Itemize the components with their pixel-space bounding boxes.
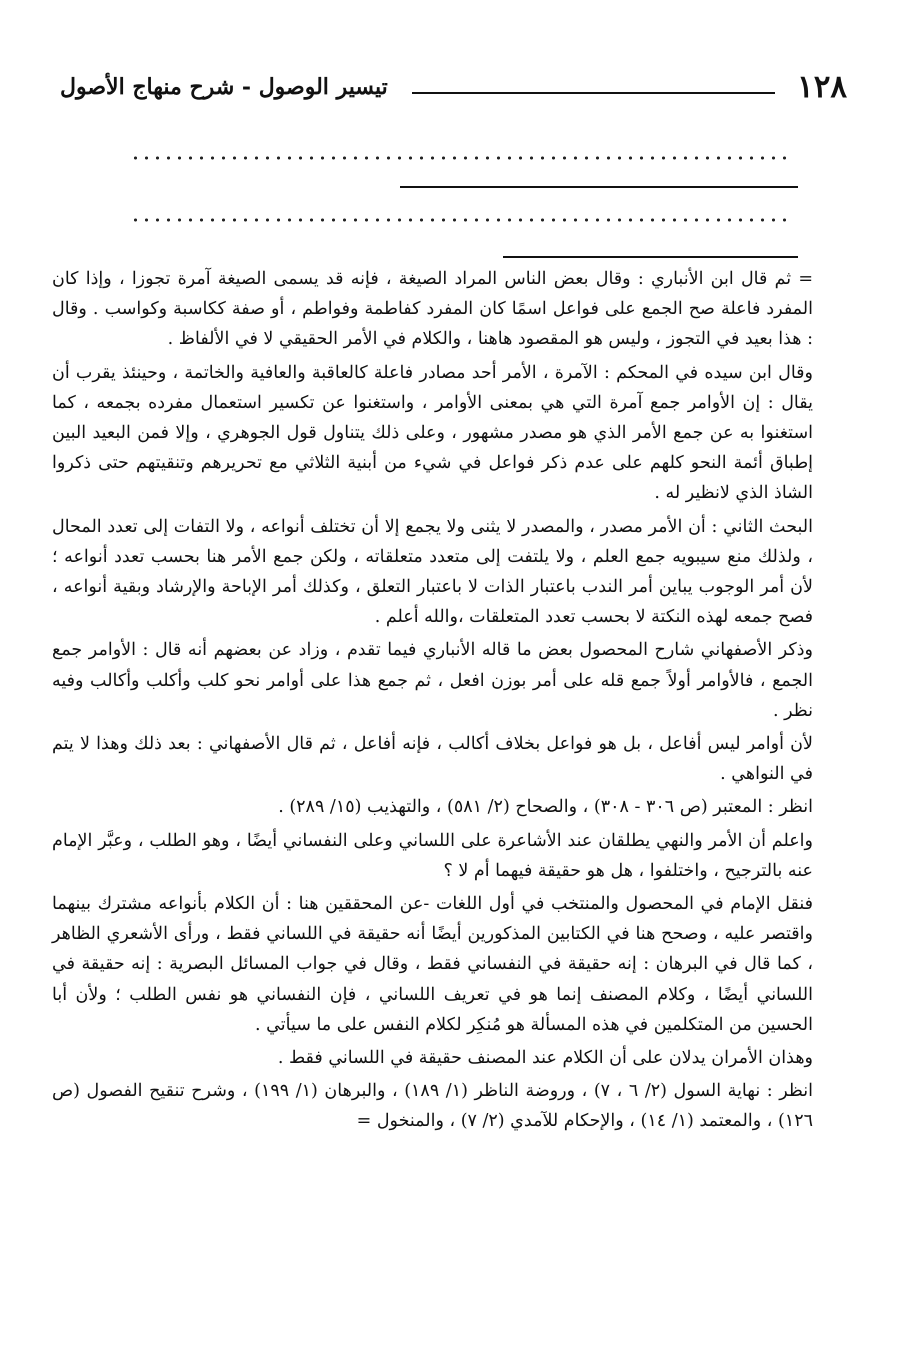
footnote-paragraph: فنقل الإمام في المحصول والمنتخب في أول اللغات -عن المحققين هنا : أن الكلام بأنواعه مشترك بينهما واقتصر عليه ، وصحح هنا في الكتابين المذكورين أيضًا أنه حقيقة في اللساني فقط ، ورأى الأشعري الظاهر ، كما قال في البرهان : إنه حقيقة في النفساني فقط ، وقال في جواب المسائل البصرية : إنه حقيقة في اللساني أيضًا ، وكلام المصنف إنما هو في تعريف اللساني ، فإن النفساني هو نفس الطلب ؛ ولأن أبا الحسين من المتكلمين في هذه المسألة هو مُنكِر لكلام النفس على ما سيأتي . [52,894,813,1035]
footnote-paragraph: = ثم قال ابن الأنباري : وقال بعض الناس المراد الصيغة ، فإنه قد يسمى الصيغة آمرة تجوزا ، وإذا كان المفرد فاعلة صح الجمع على فواعل اسمًا كان المفرد كفاطمة وفواطم ، أو صفة ككاسبة وكواسب . وقال : هذا بعيد في التجوز ، وليس هو المقصود هاهنا ، والكلام في الأمر الحقيقي لا في الألفاظ . [52,269,813,350]
footnote-reference: انظر : المعتبر (ص ٣٠٦ - ٣٠٨) ، والصحاح (٢/ ٥٨١) ، والتهذيب (١٥/ ٢٨٩) . [278,797,813,818]
page-number: ١٢٨ [797,69,847,105]
footnote-paragraph: واعلم أن الأمر والنهي يطلقان عند الأشاعرة على اللساني وعلى النفساني أيضًا ، وهو الطلب ، وعبَّر الإمام عنه بالترجيح ، واختلفوا ، هل هو حقيقة فيهما أم لا ؟ [52,830,813,881]
header-rule [412,92,775,94]
footnote-paragraph: البحث الثاني : أن الأمر مصدر ، والمصدر لا يثنى ولا يجمع إلا أن تختلف أنواعه ، ولا التفات إلى تعدد المحال ، ولذلك منع سيبويه جمع العلم ، ولا يلتفت إلى متعدد متعلقاته ، ولكن جمع الأمر هنا بحسب تعدد أنواعه ؛ لأن أمر الوجوب يباين أمر الندب باعتبار الذات لا باعتبار التعلق ، وكذلك أمر الإباحة والإرشاد وبقية أنواعه ، فصح جمعه لهذه النكتة لا بحسب تعدد المتعلقات ،والله أعلم . [52,516,813,628]
running-header [60,62,847,112]
dotted-line [130,156,786,160]
footnote-paragraph: وذكر الأصفهاني شارح المحصول بعض ما قاله الأنباري فيما تقدم ، وزاد عن بعضهم أنه قال : الأوامر جمع الجمع ، فالأوامر أولاً جمع قله على أمر بوزن افعل ، ثم جمع هذا على أوامر نحو كلب وأكلب وأكالب وفيه نظر . [52,640,813,721]
footnote-reference: انظر : نهاية السول (٢/ ٦ ، ٧) ، وروضة الناظر (١/ ١٨٩) ، والبرهان (١/ ١٩٩) ، وشرح تنقيح الفصول (ص ١٢٦) ، والمعتمد (١/ ١٤) ، والإحكام للآمدي (٢/ ٧) ، والمنخول = [52,1081,813,1132]
footnote-paragraph: لأن أوامر ليس أفاعل ، بل هو فواعل بخلاف أكالب ، فإنه أفاعل ، ثم قال الأصفهاني : بعد ذلك وهذا لا يتم في النواهي . [52,734,813,785]
footnotes [52,264,813,1140]
footnote-paragraph: وهذان الأمران يدلان على أن الكلام عند المصنف حقيقة في اللساني فقط . [277,1048,813,1069]
book-title: تيسير الوصول - شرح منهاج الأصول [60,74,388,100]
footnote-paragraph: وقال ابن سيده في المحكم : الآمرة ، الأمر أحد مصادر فاعلة كالعاقبة والعافية والخاتمة ، وحينئذ يقرب أن يقال : إن الأوامر جمع آمرة التي هي بمعنى الأوامر ، واستغنوا عن تكسير استعمال مفرده بجمعه ، كما استغنوا به عن جمع الأمر الذي هو مصدر مشهور ، وعلى ذلك يتناول قول الجوهري ، وإلا فمن البعيد البين إطباق أئمة النحو كلهم على عدم ذكر فواعل في شيء من أبنية الثلاثي مع تحريرهم وتنقيتهم حتى ذكروا الشاذ الذي لانظير له . [52,362,813,504]
separator-rule [400,186,798,188]
dotted-line [130,218,786,222]
footnote-separator [503,256,798,258]
